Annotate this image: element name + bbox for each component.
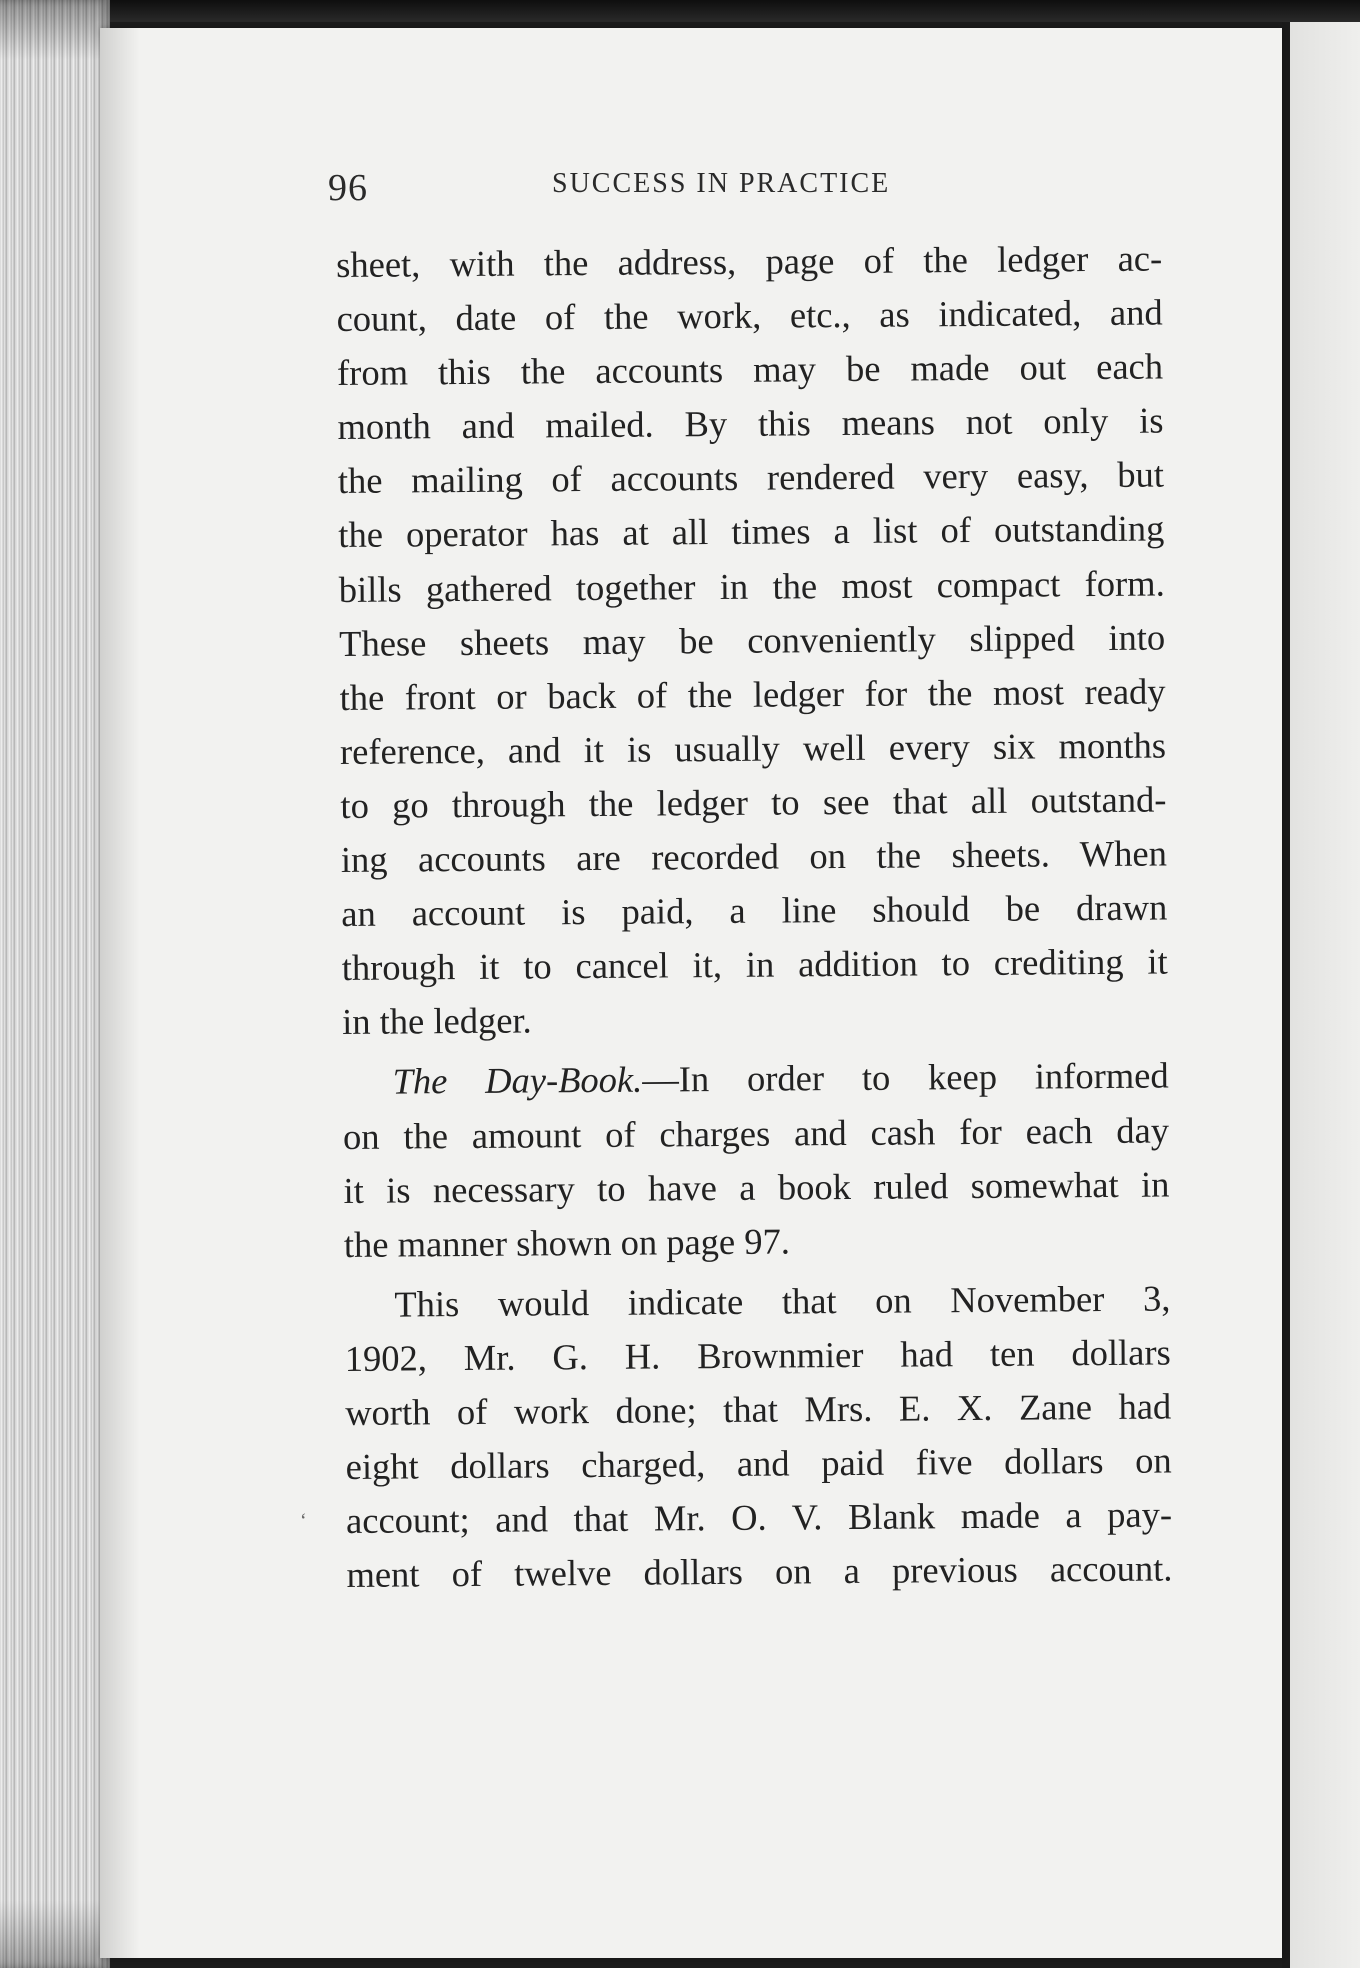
text-line: the front or back of the ledger for the most ready: [339, 670, 1166, 718]
text-line: ing accounts are recorded on the sheets. When: [340, 832, 1168, 881]
text-line: worth of work done; that Mrs. E. X. Zane had: [345, 1385, 1172, 1433]
text-line: 1902, Mr. G. H. Brownmier had ten dollars: [344, 1331, 1171, 1379]
text-line: account; and that Mr. O. V. Blank made a pay-: [345, 1493, 1173, 1542]
text-line: to go through the ledger to see that all outstand-: [340, 778, 1167, 826]
margin-speck: ‘: [300, 1510, 307, 1532]
text-line: the operator has at all times a list of outstanding: [338, 507, 1165, 556]
page-number: 96: [328, 167, 368, 209]
text-line: These sheets may be conveniently slipped into: [339, 616, 1166, 664]
text-line: sheet, with the address, page of the ledger ac-: [336, 237, 1163, 285]
section-title-day-book: The Day-Book.: [392, 1059, 643, 1102]
text-line: on the amount of charges and cash for each day: [342, 1108, 1170, 1157]
paragraph-example-entries: [344, 1271, 1173, 1602]
text-line: in the ledger.: [341, 999, 532, 1043]
text-line: This would indicate that on November 3,: [394, 1277, 1171, 1325]
running-head: [322, 160, 1162, 210]
text-line: from this the accounts may be made out each: [336, 345, 1164, 394]
page-edges: [0, 0, 110, 1968]
top-shadow: [0, 0, 1360, 22]
text-line: count, date of the work, etc., as indicated, and: [336, 291, 1163, 340]
text-fragment: —In order to keep informed: [642, 1054, 1169, 1101]
paragraph-ledger-sheets: [336, 232, 1168, 1050]
text-line: reference, and it is usually well every six months: [339, 724, 1167, 772]
text-line: an account is paid, a line should be drawn: [341, 886, 1168, 935]
paragraph-day-book: [342, 1049, 1170, 1272]
text-line: the mailing of accounts rendered very easy, but: [337, 453, 1165, 502]
text-line: ment of twelve dollars on a previous account.: [346, 1547, 1173, 1596]
text-line: bills gathered together in the most compact form.: [338, 562, 1165, 610]
text-line: eight dollars charged, and paid five dollars on: [345, 1439, 1172, 1488]
text-line: through it to cancel it, in addition to crediting it: [341, 940, 1168, 989]
body-text: [336, 232, 1173, 1603]
text-line: month and mailed. By this means not only is: [337, 399, 1164, 448]
facing-page-edge: [1290, 22, 1360, 1968]
running-head-title: SUCCESS IN PRACTICE: [552, 168, 891, 199]
text-line: it is necessary to have a book ruled somewhat in: [343, 1163, 1170, 1211]
text-line: the manner shown on page 97.: [343, 1220, 791, 1265]
page-fold: [1282, 22, 1290, 1968]
text-line: [342, 1049, 1168, 1110]
